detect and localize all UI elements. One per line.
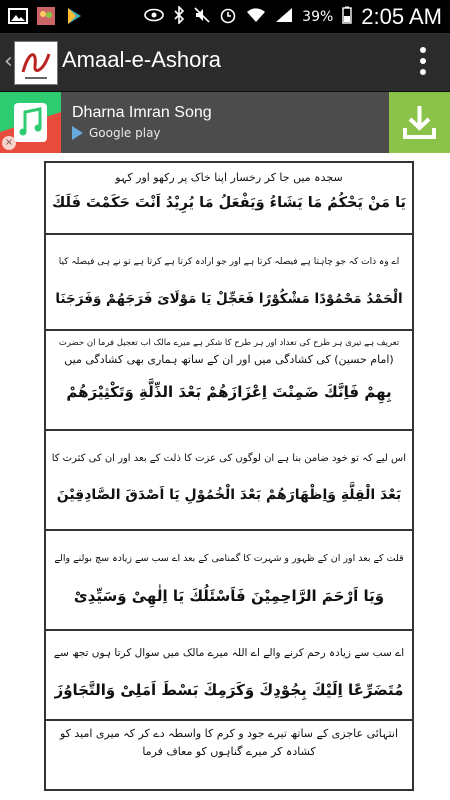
app-logo[interactable] bbox=[14, 41, 58, 85]
urdu-line: سجدہ میں جا کر رخسار اپنا خاک پر رکھو اور کہو bbox=[115, 171, 343, 184]
ad-title[interactable]: Dharna Imran Song bbox=[72, 104, 212, 121]
bluetooth-icon bbox=[173, 6, 185, 28]
urdu-line: اے سب سے زیادہ رحم کرنے والے اے اللہ میرے مالک میں سوال کرتا ہوں تجھ سے bbox=[53, 647, 405, 659]
arabic-line: بِهِمْ فَاِنَّكَ ضَمِنْتَ اِعْزَازَهُمْ بَعْدَ الذِّلَّةِ وَتَکْثِیْرَهُمْ bbox=[66, 383, 392, 401]
prayer-block bbox=[46, 631, 412, 721]
prayer-block bbox=[46, 721, 412, 789]
arabic-line: الْحَمْدُ مَحْمُوْدًا مَشْکُوْرًا فَعَجِّلْ یَا مَوْلَایَ فَرَجَهُمْ وَفَرَجَنَا bbox=[55, 291, 403, 307]
battery-icon bbox=[342, 6, 352, 28]
app-title: Amaal-e-Ashora bbox=[62, 47, 221, 72]
overflow-menu-icon[interactable] bbox=[420, 47, 426, 80]
document-view[interactable] bbox=[0, 153, 450, 800]
download-button[interactable] bbox=[389, 92, 450, 153]
urdu-line: انتہائی عاجزی کے ساتھ تیرے جود و کرم کا واسطہ دے کر کہ میری امید کو bbox=[59, 727, 399, 740]
prayer-block bbox=[46, 331, 412, 431]
prayer-block bbox=[46, 531, 412, 631]
alarm-icon bbox=[219, 6, 237, 28]
wifi-icon bbox=[246, 7, 266, 27]
battery-percent: 39% bbox=[302, 9, 334, 25]
google-play-label: Google play bbox=[89, 126, 161, 140]
status-bar bbox=[0, 0, 450, 33]
mute-icon bbox=[194, 7, 210, 27]
scanned-page bbox=[44, 161, 414, 791]
action-bar bbox=[0, 33, 450, 92]
urdu-line: اس لیے کہ تو خود ضامن بنا ہے ان لوگوں کی عزت کا ذلت کے بعد اور ان کی کثرت کا bbox=[51, 453, 406, 464]
play-store-notification-icon bbox=[64, 6, 84, 26]
status-clock: 2:05 AM bbox=[361, 4, 442, 29]
prayer-block bbox=[46, 431, 412, 531]
google-play-badge bbox=[72, 126, 161, 140]
urdu-line: تعریف ہے تیری ہر طرح کی تعداد اور ہر طرح کا شکر ہے میرے مالک اب تعجیل فرما ان حضرت bbox=[58, 338, 400, 348]
google-play-icon bbox=[72, 126, 83, 140]
ad-close-icon[interactable]: × bbox=[2, 136, 16, 150]
ad-banner[interactable] bbox=[0, 92, 450, 153]
arabic-line: مُتَضَرِّعًا اِلَیْكَ بِجُوْدِكَ وَکَرَمِكَ بَسْطَ اَمَلِیْ وَالتَّجَاوُزَ bbox=[54, 681, 404, 699]
gallery-notification-icon bbox=[8, 6, 28, 26]
urdu-line: قلت کے بعد اور ان کے ظہور و شہرت کا گمنامی کے بعد اے سب سے زیادہ سچ بولنے والے bbox=[54, 553, 404, 564]
back-chevron-icon[interactable]: ‹ bbox=[4, 49, 13, 74]
photo-notification-icon bbox=[36, 6, 56, 26]
urdu-line: (امام حسین) کی کشادگی میں اور ان کے ساتھ ہماری بھی کشادگی میں bbox=[64, 353, 394, 366]
arabic-line: یَا مَنْ یَحْکُمُ مَا یَشَاءُ وَیَفْعَلُ مَا یُرِیْدُ اَنْتَ حَکَمْتَ فَلَكَ bbox=[52, 195, 406, 211]
prayer-block bbox=[46, 163, 412, 235]
urdu-line: کشادہ کر میرے گناہوں کو معاف فرما bbox=[142, 745, 316, 758]
prayer-block bbox=[46, 235, 412, 331]
download-icon bbox=[389, 92, 450, 153]
arabic-line: وَیَا اَرْحَمَ الرَّاحِمِیْنَ فَاَسْئَلُكَ یَا اِلٰهِیْ وَسَیِّدِیْ bbox=[73, 587, 385, 605]
signal-icon bbox=[275, 7, 293, 27]
eye-icon bbox=[144, 8, 164, 26]
urdu-line: اے وہ ذات کہ جو چاہتا ہے فیصلہ کرتا ہے اور جو ارادہ کرتا ہے کرتا ہے تو نے ہی فیصلہ کیا bbox=[58, 257, 400, 267]
arabic-line: بَعْدَ الْقِلَّةِ وَاِظْهَارَهُمْ بَعْدَ الْخُمُوْلِ یَا اَصْدَقَ الصَّادِقِیْنَ bbox=[56, 487, 402, 503]
